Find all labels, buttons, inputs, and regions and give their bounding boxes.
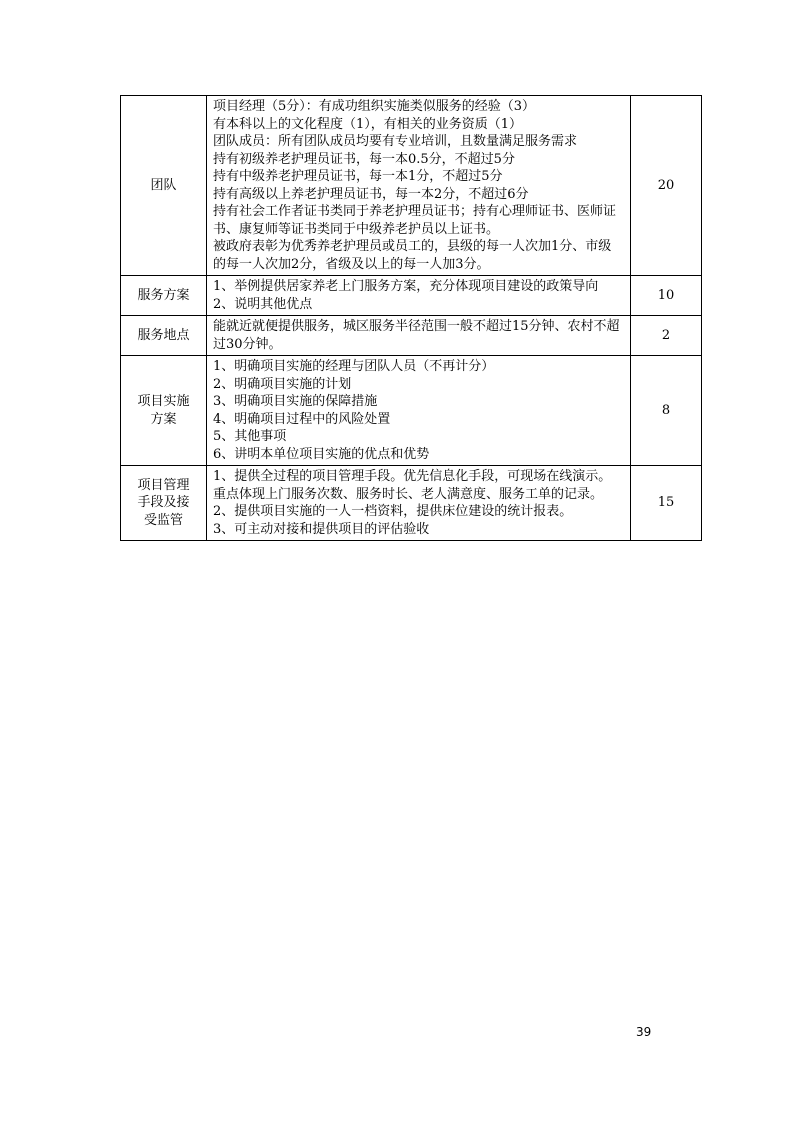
content-line: 团队成员：所有团队成员均要有专业培训，且数量满足服务需求 [213, 134, 578, 149]
table-row [121, 466, 702, 541]
content-line: 被政府表彰为优秀养老护理员或员工的，县级的每一人次加1分、市级的每一人次加2分，省级及以上的每一人加3分。 [213, 239, 612, 272]
content-line: 能就近就便提供服务，城区服务半径范围一般不超过15分钟、农村不超过30分钟。 [213, 319, 620, 352]
content-line: 4、明确项目过程中的风险处置 [213, 411, 391, 427]
category-cell [121, 356, 207, 466]
category-label: 项目实施 [137, 394, 190, 409]
content-line: 持有社会工作者证书类同于养老护理员证书；持有心理师证书、医师证书、康复师等证书类同于中级养老护员以上证书。 [213, 204, 617, 237]
table-row [121, 276, 702, 316]
category-label: 服务方案 [137, 287, 190, 303]
category-label: 服务地点 [137, 327, 190, 343]
content-cell [207, 316, 631, 356]
content-line: 3、可主动对接和提供项目的评估验收 [213, 521, 430, 537]
content-line: 有本科以上的文化程度（1），有相关的业务资质（1） [213, 116, 523, 132]
content-line: 项目经理（5分）：有成功组织实施类似服务的经验（3） [213, 99, 536, 114]
content-line: 5、其他事项 [213, 429, 287, 444]
score-cell: 10 [631, 276, 702, 316]
scoring-table [120, 95, 702, 541]
content-line: 1、明确项目实施的经理与团队人员（不再计分） [213, 359, 495, 374]
content-line: 1、举例提供居家养老上门服务方案，充分体现项目建设的政策导向 [213, 279, 599, 294]
table-row [121, 356, 702, 466]
content-line: 2、提供项目实施的一人一档资料，提供床位建设的统计报表。 [213, 504, 573, 519]
page-number: 39 [636, 1025, 652, 1039]
content-line: 1、提供全过程的项目管理手段。优先信息化手段，可现场在线演示。重点体现上门服务次数、服务时长、老人满意度、服务工单的记录。 [213, 469, 612, 502]
content-line: 2、明确项目实施的计划 [213, 376, 352, 392]
category-label: 受监管 [143, 512, 183, 528]
content-cell [207, 466, 631, 541]
score-cell: 2 [631, 316, 702, 356]
content-cell [207, 356, 631, 466]
content-line: 3、明确项目实施的保障措施 [213, 394, 378, 409]
content-line: 6、讲明本单位项目实施的优点和优势 [213, 446, 430, 462]
content-line: 持有高级以上养老护理员证书，每一本2分，不超过6分 [213, 186, 529, 202]
category-label: 手段及接 [137, 495, 190, 511]
content-cell [207, 96, 631, 276]
category-cell [121, 316, 207, 356]
category-label: 方案 [150, 411, 177, 427]
table-row [121, 96, 702, 276]
score-cell: 20 [631, 96, 702, 276]
content-line: 持有初级养老护理员证书，每一本0.5分，不超过5分 [213, 151, 515, 167]
table-row [121, 316, 702, 356]
category-cell [121, 276, 207, 316]
score-cell: 8 [631, 356, 702, 466]
category-cell [121, 96, 207, 276]
content-cell [207, 276, 631, 316]
content-line: 持有中级养老护理员证书，每一本1分，不超过5分 [213, 169, 503, 184]
score-cell: 15 [631, 466, 702, 541]
category-label: 项目管理 [137, 477, 190, 493]
category-label: 团队 [150, 177, 177, 193]
content-line: 2、说明其他优点 [213, 296, 313, 312]
category-cell [121, 466, 207, 541]
